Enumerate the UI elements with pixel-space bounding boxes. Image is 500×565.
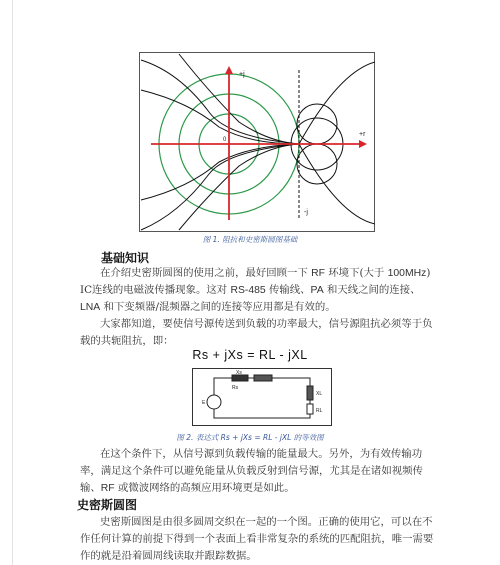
conjugate-match-formula: Rs + jXs = RL - jXL [192, 348, 308, 362]
section-heading-smith-chart: 史密斯圆图 [77, 498, 138, 512]
label-rl: RL [316, 408, 323, 414]
figure-smith-chart-basics [139, 52, 375, 232]
page-margin-rule [12, 0, 13, 565]
axis-label-plus-r: +r [359, 131, 366, 138]
section-heading-basics: 基础知识 [101, 251, 150, 265]
paragraph-conjugate-match: 大家都知道，要使信号源传送到负载的功率最大，信号源阻抗必须等于负载的共轭阻抗，即： [80, 318, 433, 347]
label-xs: Xs [236, 370, 242, 376]
figure-equivalent-circuit [192, 368, 332, 426]
label-rs: Rs [232, 385, 239, 391]
smith-chart-diagram [139, 52, 375, 232]
label-source-e: E [202, 400, 206, 406]
paragraph-max-power: 在这个条件下，从信号源到负载传输的能量最大。另外，为有效传输功率，满足这个条件可以避免能量从负载反射到信号源，尤其是在诸如视频传输、RF 或微波网络的高频应用环境更是如此。 [80, 448, 423, 494]
label-xl: XL [316, 391, 323, 397]
origin-label: 0 [223, 137, 227, 143]
paragraph-smith-chart-intro: 史密斯圆图是由很多圆周交织在一起的一个图。正确的使用它，可以在不作任何计算的前提下得到一个表面上看非常复杂的系统的匹配阻抗，唯一需要作的就是沿着圆周线读取并跟踪数据。 [80, 516, 434, 562]
axis-label-minus-j: -j [304, 209, 308, 216]
equivalent-circuit-diagram [192, 368, 332, 426]
figure2-caption: 图 2. 表达式 Rs + jXs = RL - jXL 的等效图 [176, 433, 324, 442]
paragraph-intro: 在介绍史密斯圆图的使用之前，最好回顾一下 RF 环境下(大于 100MHz) IC连线的电磁波传播现象。这对 RS-485 传输线、PA 和天线之间的连接、LNA 和下变频器/混频器之间的连接等应用都是有效的。 [80, 267, 431, 313]
axis-label-plus-j: +j [239, 71, 245, 78]
figure1-caption: 图 1. 阻抗和史密斯圆图基础 [202, 235, 298, 244]
